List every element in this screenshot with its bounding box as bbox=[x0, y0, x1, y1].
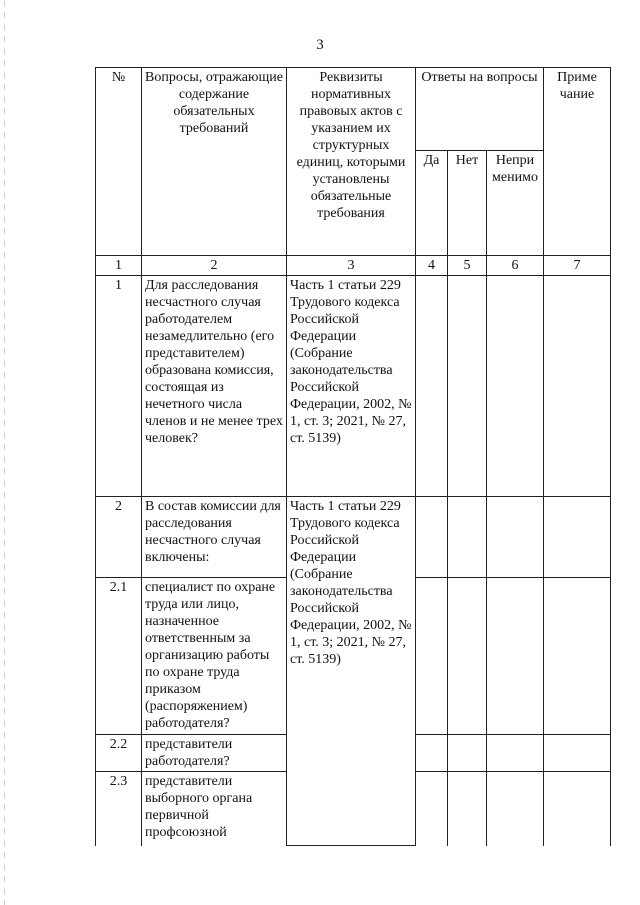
note-cell[interactable] bbox=[544, 578, 611, 735]
col-number: 7 bbox=[544, 256, 611, 276]
row-number: 2 bbox=[96, 497, 142, 578]
header-questions: Вопросы, отражающие содержание обязательных требований bbox=[142, 68, 287, 256]
answer-no-cell[interactable] bbox=[448, 735, 487, 772]
answer-no-cell[interactable] bbox=[448, 578, 487, 735]
col-number: 2 bbox=[142, 256, 287, 276]
row-number: 2.1 bbox=[96, 578, 142, 735]
answer-no-cell[interactable] bbox=[448, 497, 487, 578]
row-number: 2.3 bbox=[96, 772, 142, 846]
table-row bbox=[96, 497, 611, 578]
row-number: 2.2 bbox=[96, 735, 142, 772]
column-number-row bbox=[96, 256, 611, 276]
table-row bbox=[96, 276, 611, 497]
note-cell[interactable] bbox=[544, 735, 611, 772]
question-text: представители работодателя? bbox=[142, 735, 287, 772]
header-yes: Да bbox=[416, 151, 448, 256]
header-note: Приме чание bbox=[544, 68, 611, 256]
answer-yes-cell[interactable] bbox=[416, 735, 448, 772]
answer-no-cell[interactable] bbox=[448, 276, 487, 497]
header-requisites: Реквизиты нормативных правовых актов с указанием их структурных единиц, которыми установлены обязательные требования bbox=[287, 68, 416, 256]
header-not-applicable: Непри менимо bbox=[487, 151, 544, 256]
note-cell[interactable] bbox=[544, 497, 611, 578]
answer-not-applicable-cell[interactable] bbox=[487, 497, 544, 578]
note-cell[interactable] bbox=[544, 276, 611, 497]
answer-yes-cell[interactable] bbox=[416, 276, 448, 497]
answer-yes-cell[interactable] bbox=[416, 497, 448, 578]
question-text: специалист по охране труда или лицо, назначенное ответственным за организацию работы по охране труда приказом (распоряжением) работодателя? bbox=[142, 578, 287, 735]
col-number: 3 bbox=[287, 256, 416, 276]
header-no: Нет bbox=[448, 151, 487, 256]
answer-yes-cell[interactable] bbox=[416, 578, 448, 735]
answer-no-cell[interactable] bbox=[448, 772, 487, 846]
row-number: 1 bbox=[96, 276, 142, 497]
answer-not-applicable-cell[interactable] bbox=[487, 735, 544, 772]
header-answers: Ответы на вопросы bbox=[416, 68, 544, 151]
checklist-table bbox=[95, 67, 611, 846]
col-number: 5 bbox=[448, 256, 487, 276]
answer-yes-cell[interactable] bbox=[416, 772, 448, 846]
question-text: Для расследования несчастного случая работодателем незамедлительно (его представителем) образована комиссия, состоящая из нечетного числа членов и не менее трех человек? bbox=[142, 276, 287, 497]
question-text: представители выборного органа первичной профсоюзной bbox=[142, 772, 287, 846]
col-number: 1 bbox=[96, 256, 142, 276]
answer-not-applicable-cell[interactable] bbox=[487, 772, 544, 846]
requisites-text: Часть 1 статьи 229 Трудового кодекса Российской Федерации (Собрание законодательства Российской Федерации, 2002, № 1, ст. 3; 2021, № 27, ст. 5139) bbox=[287, 276, 416, 497]
question-text: В состав комиссии для расследования несчастного случая включены: bbox=[142, 497, 287, 578]
answer-not-applicable-cell[interactable] bbox=[487, 578, 544, 735]
page-edge-shadow bbox=[4, 0, 5, 905]
page-number: 3 bbox=[316, 37, 324, 53]
col-number: 4 bbox=[416, 256, 448, 276]
col-number: 6 bbox=[487, 256, 544, 276]
answer-not-applicable-cell[interactable] bbox=[487, 276, 544, 497]
note-cell[interactable] bbox=[544, 772, 611, 846]
header-num: № bbox=[96, 68, 142, 256]
requisites-text: Часть 1 статьи 229 Трудового кодекса Российской Федерации (Собрание законодательства Российской Федерации, 2002, № 1, ст. 3; 2021, № 27, ст. 5139) bbox=[287, 497, 416, 846]
